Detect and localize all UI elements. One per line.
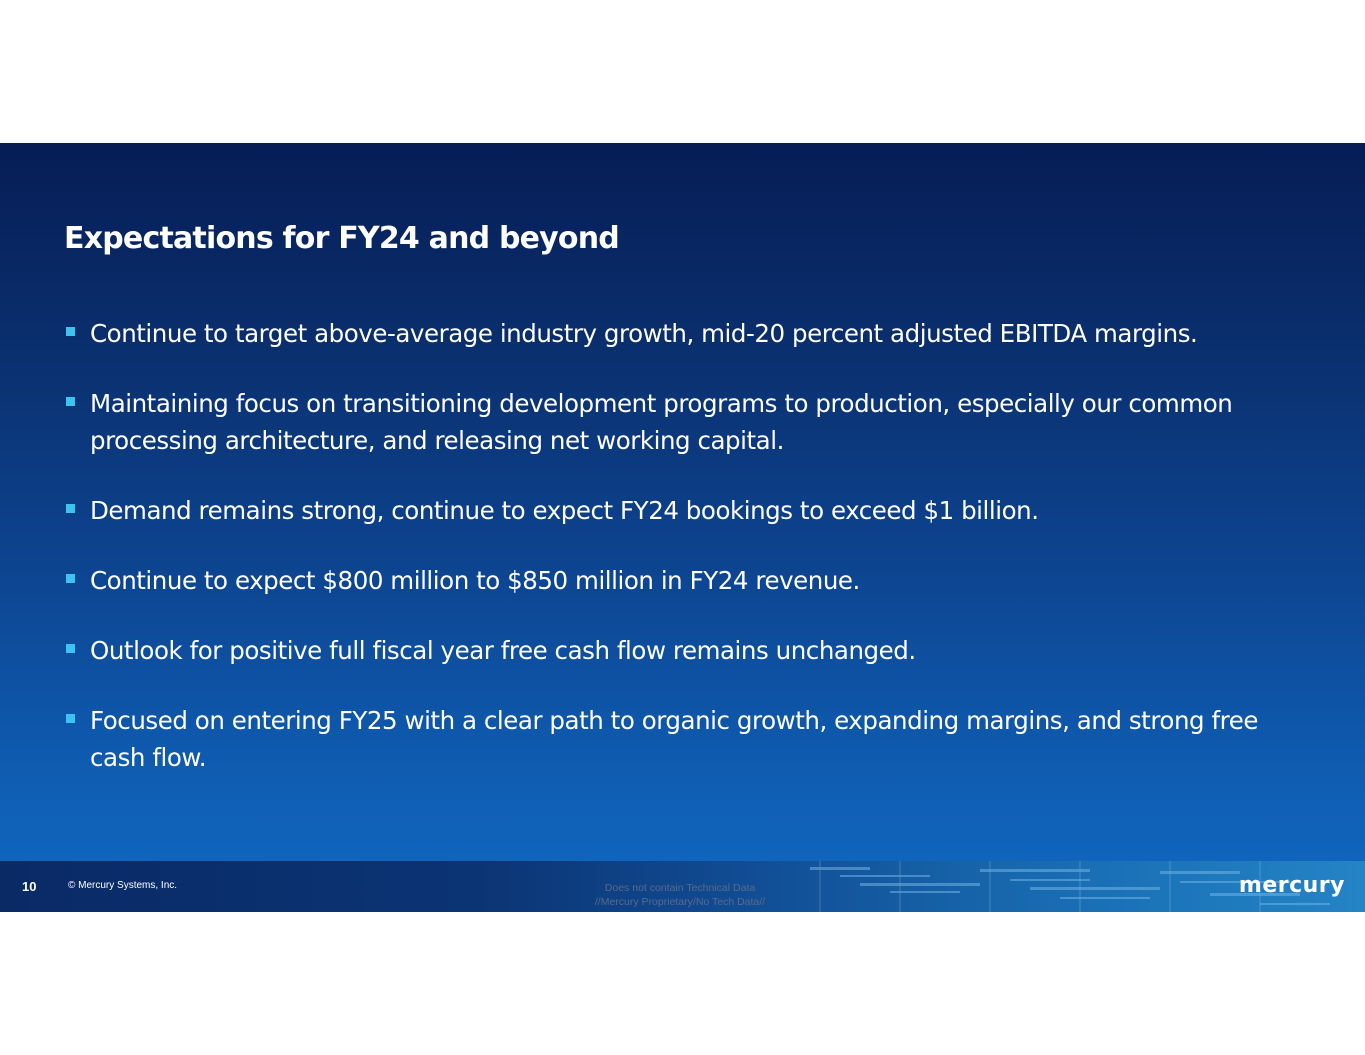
bullet-text: Focused on entering FY25 with a clear path to organic growth, expanding margins, and strong free cash flow. bbox=[90, 706, 1258, 772]
square-bullet-icon bbox=[66, 397, 75, 406]
classification-line: //Mercury Proprietary/No Tech Data// bbox=[594, 896, 766, 908]
copyright-text: © Mercury Systems, Inc. bbox=[68, 880, 178, 891]
square-bullet-icon bbox=[66, 644, 75, 653]
classification-marking bbox=[560, 881, 800, 909]
bullet-item bbox=[66, 385, 1296, 459]
bullet-list bbox=[66, 315, 1296, 809]
bullet-text: Demand remains strong, continue to expect FY24 bookings to exceed $1 billion. bbox=[90, 496, 1039, 525]
square-bullet-icon bbox=[66, 504, 75, 513]
bullet-text: Continue to expect $800 million to $850 million in FY24 revenue. bbox=[90, 566, 860, 595]
bullet-text: Continue to target above-average industry growth, mid-20 percent adjusted EBITDA margins. bbox=[90, 319, 1198, 348]
bullet-item bbox=[66, 702, 1296, 776]
bullet-item bbox=[66, 492, 1296, 529]
bullet-item bbox=[66, 562, 1296, 599]
bullet-text: Outlook for positive full fiscal year free cash flow remains unchanged. bbox=[90, 636, 916, 665]
bullet-text: Maintaining focus on transitioning development programs to production, especially our common processing architecture, and releasing net working capital. bbox=[90, 389, 1233, 455]
slide-body bbox=[0, 143, 1365, 912]
slide-title: Expectations for FY24 and beyond bbox=[64, 221, 619, 256]
mercury-logo: mercury bbox=[1238, 873, 1345, 898]
square-bullet-icon bbox=[66, 574, 75, 583]
square-bullet-icon bbox=[66, 327, 75, 336]
classification-line: Does not contain Technical Data bbox=[604, 882, 756, 894]
bullet-item bbox=[66, 315, 1296, 352]
bullet-item bbox=[66, 632, 1296, 669]
slide-footer bbox=[0, 861, 1365, 912]
square-bullet-icon bbox=[66, 714, 75, 723]
page-number: 10 bbox=[22, 879, 37, 894]
